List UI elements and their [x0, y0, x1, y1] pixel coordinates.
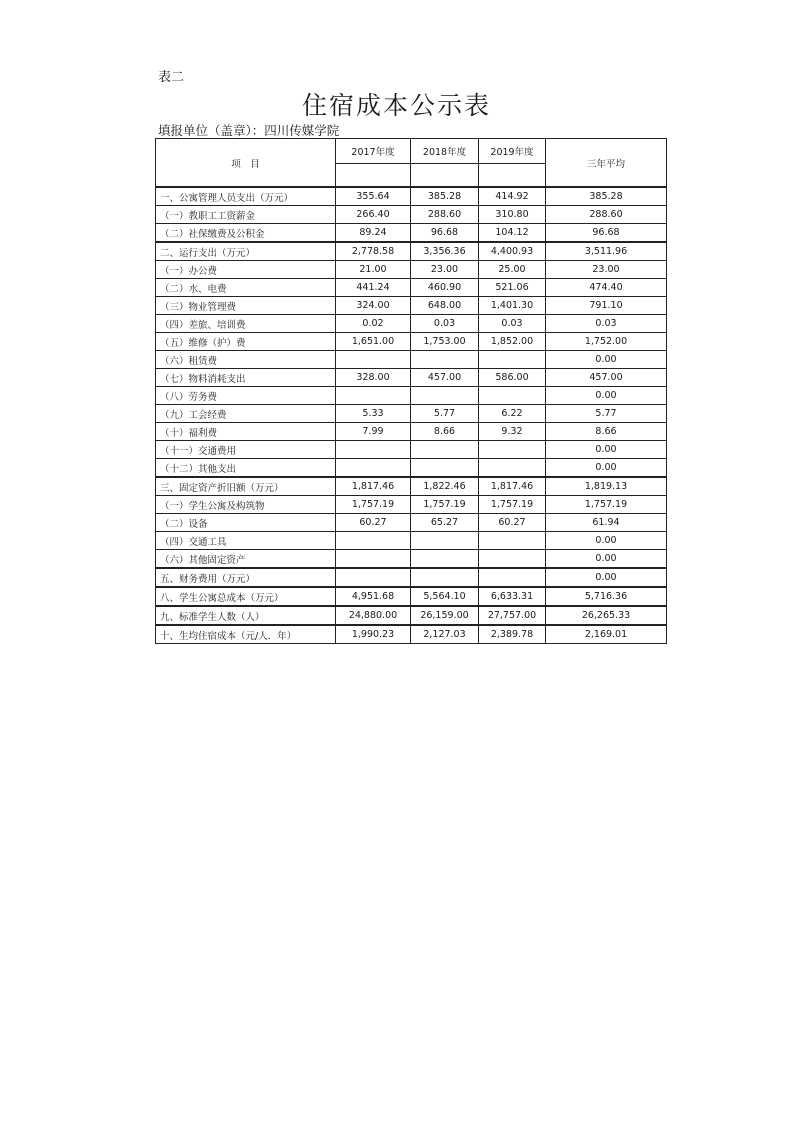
- table-row: [156, 279, 667, 297]
- table-row: [156, 333, 667, 351]
- cell-average: 288.60: [546, 206, 667, 224]
- cell-2019: 1,757.19: [479, 496, 546, 514]
- cell-2017: [336, 459, 411, 478]
- table-row: [156, 459, 667, 478]
- row-item-label: 五、财务费用（万元）: [156, 568, 336, 587]
- reporting-unit: 填报单位（盖章）：四川传媒学院: [158, 123, 340, 138]
- cell-2019: 25.00: [479, 261, 546, 279]
- cell-2018: [411, 568, 479, 587]
- cell-2018: [411, 351, 479, 369]
- cell-2018: 23.00: [411, 261, 479, 279]
- cell-2019: 521.06: [479, 279, 546, 297]
- cell-2019: [479, 568, 546, 587]
- cell-2018: 96.68: [411, 224, 479, 243]
- table-row: [156, 387, 667, 405]
- cell-average: 457.00: [546, 369, 667, 387]
- cell-2017: 2,778.58: [336, 242, 411, 261]
- header-item: 项 目: [156, 139, 336, 188]
- cell-2019: 9.32: [479, 423, 546, 441]
- cell-2018: 648.00: [411, 297, 479, 315]
- cell-2019: [479, 351, 546, 369]
- cell-2019: [479, 459, 546, 478]
- row-item-label: 十、生均住宿成本（元/人．年）: [156, 625, 336, 644]
- row-item-label: 一、公寓管理人员支出（万元）: [156, 187, 336, 206]
- cell-2017: [336, 441, 411, 459]
- cell-average: 8.66: [546, 423, 667, 441]
- table-label: 表二: [158, 70, 185, 85]
- cell-average: 791.10: [546, 297, 667, 315]
- cell-2019: 6.22: [479, 405, 546, 423]
- cell-2017: 1,651.00: [336, 333, 411, 351]
- cell-2017: 355.64: [336, 187, 411, 206]
- table-row: [156, 606, 667, 625]
- header-average: 三年平均: [546, 139, 667, 188]
- table-row: [156, 187, 667, 206]
- cell-2017: 1,990.23: [336, 625, 411, 644]
- cell-average: 26,265.33: [546, 606, 667, 625]
- header-year-2019: 2019年度: [479, 139, 546, 164]
- cell-2019: 414.92: [479, 187, 546, 206]
- row-item-label: 八、学生公寓总成本（万元）: [156, 587, 336, 606]
- cell-2019: 6,633.31: [479, 587, 546, 606]
- cell-2017: 5.33: [336, 405, 411, 423]
- table-row: [156, 587, 667, 606]
- table-row: [156, 405, 667, 423]
- cell-2019: 4,400.93: [479, 242, 546, 261]
- cell-2017: 21.00: [336, 261, 411, 279]
- cell-average: 0.00: [546, 459, 667, 478]
- cell-2017: 7.99: [336, 423, 411, 441]
- cell-2017: [336, 351, 411, 369]
- cell-2017: 0.02: [336, 315, 411, 333]
- header-row: [156, 139, 667, 164]
- cell-2018: 3,356.36: [411, 242, 479, 261]
- table-row: [156, 477, 667, 496]
- cell-2018: 8.66: [411, 423, 479, 441]
- row-item-label: （一）教职工工资薪金: [156, 206, 336, 224]
- table-body: [156, 187, 667, 644]
- cell-2018: [411, 387, 479, 405]
- table-row: [156, 369, 667, 387]
- row-item-label: （六）其他固定资产: [156, 550, 336, 569]
- row-item-label: （四）差旅、培训费: [156, 315, 336, 333]
- row-item-label: 九、标准学生人数（人）: [156, 606, 336, 625]
- cell-2019: 104.12: [479, 224, 546, 243]
- cell-average: 96.68: [546, 224, 667, 243]
- header-year-2018: 2018年度: [411, 139, 479, 164]
- cell-2019: 0.03: [479, 315, 546, 333]
- cell-2018: [411, 441, 479, 459]
- cell-2017: 441.24: [336, 279, 411, 297]
- row-item-label: （八）劳务费: [156, 387, 336, 405]
- cell-average: 0.03: [546, 315, 667, 333]
- cell-2018: 457.00: [411, 369, 479, 387]
- cell-average: 1,819.13: [546, 477, 667, 496]
- table-row: [156, 206, 667, 224]
- cell-2018: 5,564.10: [411, 587, 479, 606]
- table-row: [156, 514, 667, 532]
- cell-2017: 328.00: [336, 369, 411, 387]
- cell-2018: 5.77: [411, 405, 479, 423]
- table-row: [156, 550, 667, 569]
- table-row: [156, 496, 667, 514]
- cell-2017: 60.27: [336, 514, 411, 532]
- cell-average: 0.00: [546, 387, 667, 405]
- row-item-label: （三）物业管理费: [156, 297, 336, 315]
- cell-2017: 324.00: [336, 297, 411, 315]
- cell-2018: 460.90: [411, 279, 479, 297]
- row-item-label: 三、固定资产折旧额（万元）: [156, 477, 336, 496]
- cell-average: 23.00: [546, 261, 667, 279]
- cell-2019: 60.27: [479, 514, 546, 532]
- cell-2019: [479, 550, 546, 569]
- cell-2019: 310.80: [479, 206, 546, 224]
- row-item-label: （十）福利费: [156, 423, 336, 441]
- cell-2017: 4,951.68: [336, 587, 411, 606]
- cell-2017: [336, 568, 411, 587]
- table-row: [156, 315, 667, 333]
- cell-2018: 0.03: [411, 315, 479, 333]
- table-row: [156, 568, 667, 587]
- cell-average: 1,752.00: [546, 333, 667, 351]
- cell-2017: 24,880.00: [336, 606, 411, 625]
- cell-2019: 2,389.78: [479, 625, 546, 644]
- cell-average: 0.00: [546, 568, 667, 587]
- cell-2018: 385.28: [411, 187, 479, 206]
- cell-2017: [336, 532, 411, 550]
- cell-average: 61.94: [546, 514, 667, 532]
- page-title: 住宿成本公示表: [301, 91, 491, 120]
- cost-table: [155, 138, 667, 644]
- cell-2017: [336, 387, 411, 405]
- header-year-2017: 2017年度: [336, 139, 411, 164]
- cell-2019: [479, 387, 546, 405]
- row-item-label: （二）水、电费: [156, 279, 336, 297]
- table-row: [156, 441, 667, 459]
- cell-average: 385.28: [546, 187, 667, 206]
- cell-2019: [479, 532, 546, 550]
- cell-average: 0.00: [546, 441, 667, 459]
- cell-2019: 27,757.00: [479, 606, 546, 625]
- header-blank: [479, 164, 546, 188]
- cell-2018: [411, 459, 479, 478]
- cell-2018: 1,757.19: [411, 496, 479, 514]
- cell-average: 474.40: [546, 279, 667, 297]
- row-item-label: （七）物料消耗支出: [156, 369, 336, 387]
- cell-2019: 1,852.00: [479, 333, 546, 351]
- row-item-label: （九）工会经费: [156, 405, 336, 423]
- row-item-label: （十二）其他支出: [156, 459, 336, 478]
- cell-2018: [411, 550, 479, 569]
- row-item-label: （二）社保缴费及公积金: [156, 224, 336, 243]
- table-row: [156, 625, 667, 644]
- table-row: [156, 242, 667, 261]
- cell-2017: [336, 550, 411, 569]
- cell-2018: 1,822.46: [411, 477, 479, 496]
- cell-average: 5.77: [546, 405, 667, 423]
- cell-2018: 288.60: [411, 206, 479, 224]
- cell-2019: 1,817.46: [479, 477, 546, 496]
- header-blank: [336, 164, 411, 188]
- row-item-label: （二）设备: [156, 514, 336, 532]
- cell-2017: 1,817.46: [336, 477, 411, 496]
- table-row: [156, 261, 667, 279]
- table-row: [156, 423, 667, 441]
- row-item-label: （十一）交通费用: [156, 441, 336, 459]
- cell-2018: 26,159.00: [411, 606, 479, 625]
- cell-average: 0.00: [546, 550, 667, 569]
- table-row: [156, 532, 667, 550]
- cell-2019: 1,401.30: [479, 297, 546, 315]
- row-item-label: （一）办公费: [156, 261, 336, 279]
- row-item-label: （四）交通工具: [156, 532, 336, 550]
- cell-2018: 1,753.00: [411, 333, 479, 351]
- cell-average: 0.00: [546, 532, 667, 550]
- table-row: [156, 351, 667, 369]
- header-blank: [411, 164, 479, 188]
- table-row: [156, 224, 667, 243]
- row-item-label: （一）学生公寓及构筑物: [156, 496, 336, 514]
- cell-2018: 65.27: [411, 514, 479, 532]
- cell-average: 0.00: [546, 351, 667, 369]
- cell-2017: 1,757.19: [336, 496, 411, 514]
- table-row: [156, 297, 667, 315]
- cell-2017: 266.40: [336, 206, 411, 224]
- cell-average: 3,511.96: [546, 242, 667, 261]
- cell-2019: 586.00: [479, 369, 546, 387]
- cell-average: 5,716.36: [546, 587, 667, 606]
- cell-average: 2,169.01: [546, 625, 667, 644]
- cell-2017: 89.24: [336, 224, 411, 243]
- cell-2018: 2,127.03: [411, 625, 479, 644]
- row-item-label: 二、运行支出（万元）: [156, 242, 336, 261]
- cell-average: 1,757.19: [546, 496, 667, 514]
- cell-2019: [479, 441, 546, 459]
- cell-2018: [411, 532, 479, 550]
- row-item-label: （五）维修（护）费: [156, 333, 336, 351]
- row-item-label: （六）租赁费: [156, 351, 336, 369]
